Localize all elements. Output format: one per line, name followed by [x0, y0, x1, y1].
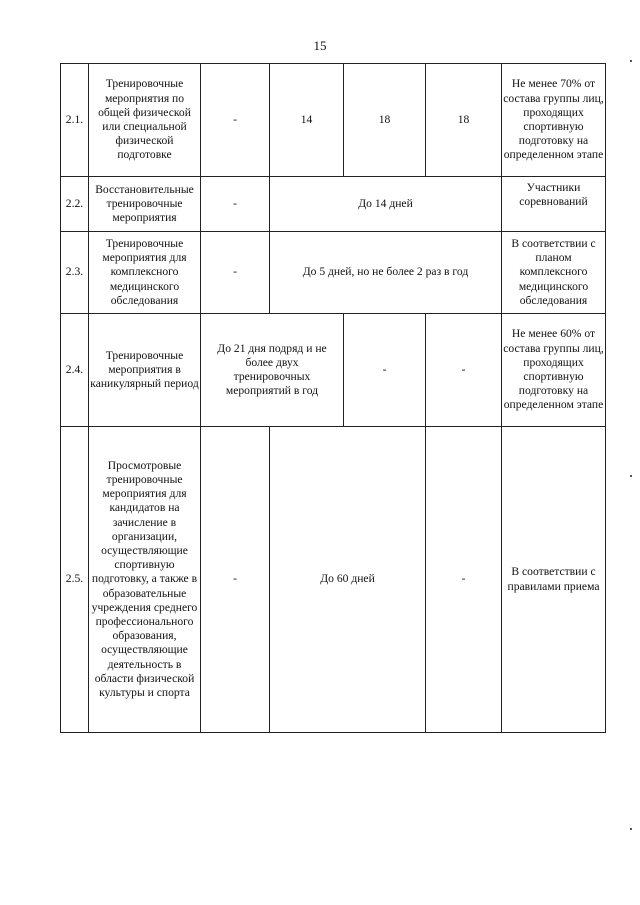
table-row: [61, 314, 606, 427]
table-cell: -: [201, 177, 270, 232]
table-cell: -: [344, 314, 426, 427]
duration-cell: До 5 дней, но не более 2 раз в год: [270, 232, 502, 314]
table-row: [61, 427, 606, 733]
duration-cell: До 14 дней: [270, 177, 502, 232]
table-row: [61, 232, 606, 314]
row-number: 2.1.: [61, 64, 89, 177]
table-cell: -: [426, 427, 502, 733]
row-number: 2.3.: [61, 232, 89, 314]
scan-mark: [630, 828, 632, 830]
participants-note: Не менее 70% от состава группы лиц, проходящих спортивную подготовку на определенном этапе: [502, 64, 606, 177]
duration-cell: До 60 дней: [270, 427, 426, 733]
participants-note: В соответствии с правилами приема: [502, 427, 606, 733]
table-cell: 18: [426, 64, 502, 177]
duration-cell: До 21 дня подряд и не более двух тренировочных мероприятий в год: [201, 314, 344, 427]
event-name: Тренировочные мероприятия в каникулярный период: [89, 314, 201, 427]
page-number: 15: [313, 38, 327, 53]
scan-mark: [630, 60, 632, 62]
event-name: Тренировочные мероприятия для комплексного медицинского обследования: [89, 232, 201, 314]
table-cell: -: [201, 427, 270, 733]
table-row: [61, 177, 606, 232]
training-events-table: [60, 63, 606, 733]
table-cell: -: [201, 64, 270, 177]
table-cell: 14: [270, 64, 344, 177]
row-number: 2.2.: [61, 177, 89, 232]
table-cell: -: [201, 232, 270, 314]
table-cell: 18: [344, 64, 426, 177]
row-number: 2.4.: [61, 314, 89, 427]
event-name: Тренировочные мероприятия по общей физической или специальной физической подготовке: [89, 64, 201, 177]
table-cell: -: [426, 314, 502, 427]
table-row: [61, 64, 606, 177]
event-name: Просмотровые тренировочные мероприятия для кандидатов на зачисление в организации, осуществляющие спортивную подготовку, а также в образовательные учреждения среднего профессионального образования, осуществляющие деятельность в области физической культуры и спорта: [89, 427, 201, 733]
row-number: 2.5.: [61, 427, 89, 733]
participants-note: В соответствии с планом комплексного медицинского обследования: [502, 232, 606, 314]
participants-note: Не менее 60% от состава группы лиц, проходящих спортивную подготовку на определенном этапе: [502, 314, 606, 427]
scan-mark: [630, 475, 632, 477]
participants-note: Участники соревнований: [502, 177, 606, 232]
event-name: Восстановительные тренировочные мероприятия: [89, 177, 201, 232]
